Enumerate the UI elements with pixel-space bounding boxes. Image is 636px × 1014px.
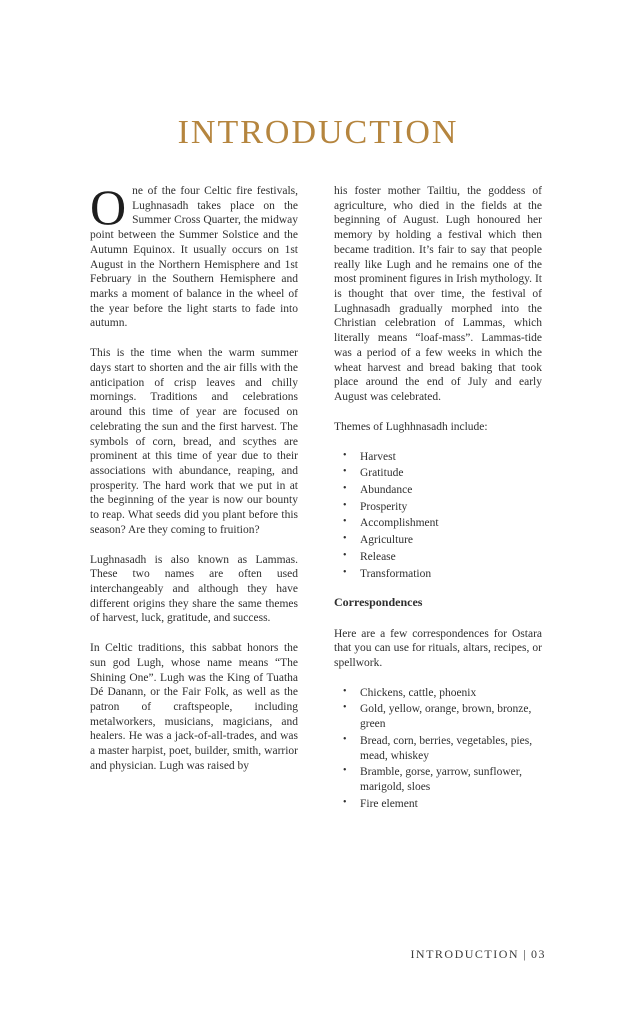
correspondences-heading: Correspondences xyxy=(334,595,423,610)
list-item xyxy=(334,450,542,465)
list-item xyxy=(334,483,542,498)
theme-label: Harvest xyxy=(360,450,396,463)
list-item xyxy=(334,734,542,763)
left-column xyxy=(90,179,298,826)
list-item xyxy=(334,500,542,515)
correspondences-list xyxy=(334,686,542,812)
correspondence-label: Bramble, gorse, yarrow, sunflower, marigold, sloes xyxy=(360,766,522,794)
bullet-icon: • xyxy=(343,685,347,697)
themes-intro: Themes of Lughhnasadh include: xyxy=(334,420,488,433)
footer-section-label: INTRODUCTION xyxy=(410,947,520,961)
drop-cap-letter: O xyxy=(90,179,127,235)
bullet-icon: • xyxy=(343,702,347,714)
paragraph-festivals xyxy=(90,179,298,331)
page-footer xyxy=(410,947,546,962)
list-item xyxy=(334,702,542,731)
page-title: INTRODUCTION xyxy=(177,114,459,151)
bullet-icon: • xyxy=(343,449,347,461)
bullet-icon: • xyxy=(343,566,347,578)
bullet-icon: • xyxy=(343,466,347,478)
paragraph-warm-summer: This is the time when the warm summer days start to shorten and the air fills with the anticipation of crisp leaves and chilly mornings. Traditions and celebrations around this time of year are focused on celebrating the sun and the first harvest. The symbols of corn, bread, and scythes are prominent at this time of year due to their associations with abundance, reaping, and prosperity. The hard work that we put in at the beginning of the year is now our bounty to reap. What seeds did you plant before this season? Are they coming to fruition? xyxy=(90,347,298,536)
paragraph-festivals-text: ne of the four Celtic fire festivals, Lughnasadh takes place on the Summer Cross Quarter, the midway point between the Summer Solstice and the Autumn Equinox. It usually occurs on 1st August in the Northern Hemisphere and 1st February in the Southern Hemisphere and marks a moment of balance in the wheel of the year before the light starts to fade into autumn. xyxy=(90,185,298,330)
book-page xyxy=(0,114,636,1014)
correspondences-intro: Here are a few correspondences for Ostara that you can use for rituals, altars, recipes, or spellwork. xyxy=(334,627,542,670)
bullet-icon: • xyxy=(343,533,347,545)
themes-list xyxy=(334,450,542,582)
bullet-icon: • xyxy=(343,499,347,511)
list-item xyxy=(334,797,542,812)
paragraph-tailtiu: his foster mother Tailtiu, the goddess of agriculture, who died in the fields at the beginning of August. Lugh honoured her memory by holding a festival which then became tradition. It’s fair to say that people really like Lugh and he remains one of the most prominent figures in Irish mythology. It is thought that over time, the festival of Lughnasadh gradually morphed into the Christian celebration of Lammas, which literally means “loaf-mass”. Lammas-tide was a period of a few weeks in which the wheat harvest and bread baking that took place around the end of July and early August was celebrated. xyxy=(334,185,542,404)
correspondence-label: Chickens, cattle, phoenix xyxy=(360,686,477,699)
theme-label: Agriculture xyxy=(360,534,414,547)
correspondence-label: Gold, yellow, orange, brown, bronze, green xyxy=(360,703,532,731)
bullet-icon: • xyxy=(343,765,347,777)
list-item xyxy=(334,567,542,582)
theme-label: Prosperity xyxy=(360,500,408,513)
bullet-icon: • xyxy=(343,796,347,808)
right-column xyxy=(334,184,542,826)
list-item xyxy=(334,686,542,701)
list-item xyxy=(334,533,542,548)
two-column-body xyxy=(90,179,542,826)
list-item xyxy=(334,466,542,481)
theme-label: Release xyxy=(360,550,396,563)
bullet-icon: • xyxy=(343,549,347,561)
correspondence-label: Bread, corn, berries, vegetables, pies, mead, whiskey xyxy=(360,734,533,762)
bullet-icon: • xyxy=(343,482,347,494)
theme-label: Transformation xyxy=(360,567,432,580)
list-item xyxy=(334,765,542,794)
correspondence-label: Fire element xyxy=(360,797,418,810)
theme-label: Accomplishment xyxy=(360,517,439,530)
footer-page-number: 03 xyxy=(531,947,546,961)
bullet-icon: • xyxy=(343,733,347,745)
theme-label: Gratitude xyxy=(360,467,404,480)
list-item xyxy=(334,550,542,565)
paragraph-lammas-names: Lughnasadh is also known as Lammas. These two names are often used interchangeably and although they have different origins they share the same themes of harvest, luck, gratitude, and success. xyxy=(90,553,298,625)
footer-separator: | xyxy=(523,947,527,961)
bullet-icon: • xyxy=(343,516,347,528)
theme-label: Abundance xyxy=(360,483,413,496)
list-item xyxy=(334,516,542,531)
paragraph-lugh: In Celtic traditions, this sabbat honors the sun god Lugh, whose name means “The Shining One”. Lugh was the King of Tuatha Dé Danann, or the Fair Folk, as well as the patron of craftspeople, including metalworkers, musicians, magicians, and healers. He was a jack-of-all-trades, and was a master harpist, poet, builder, smith, warrior and physician. Lugh was raised by xyxy=(90,642,298,772)
